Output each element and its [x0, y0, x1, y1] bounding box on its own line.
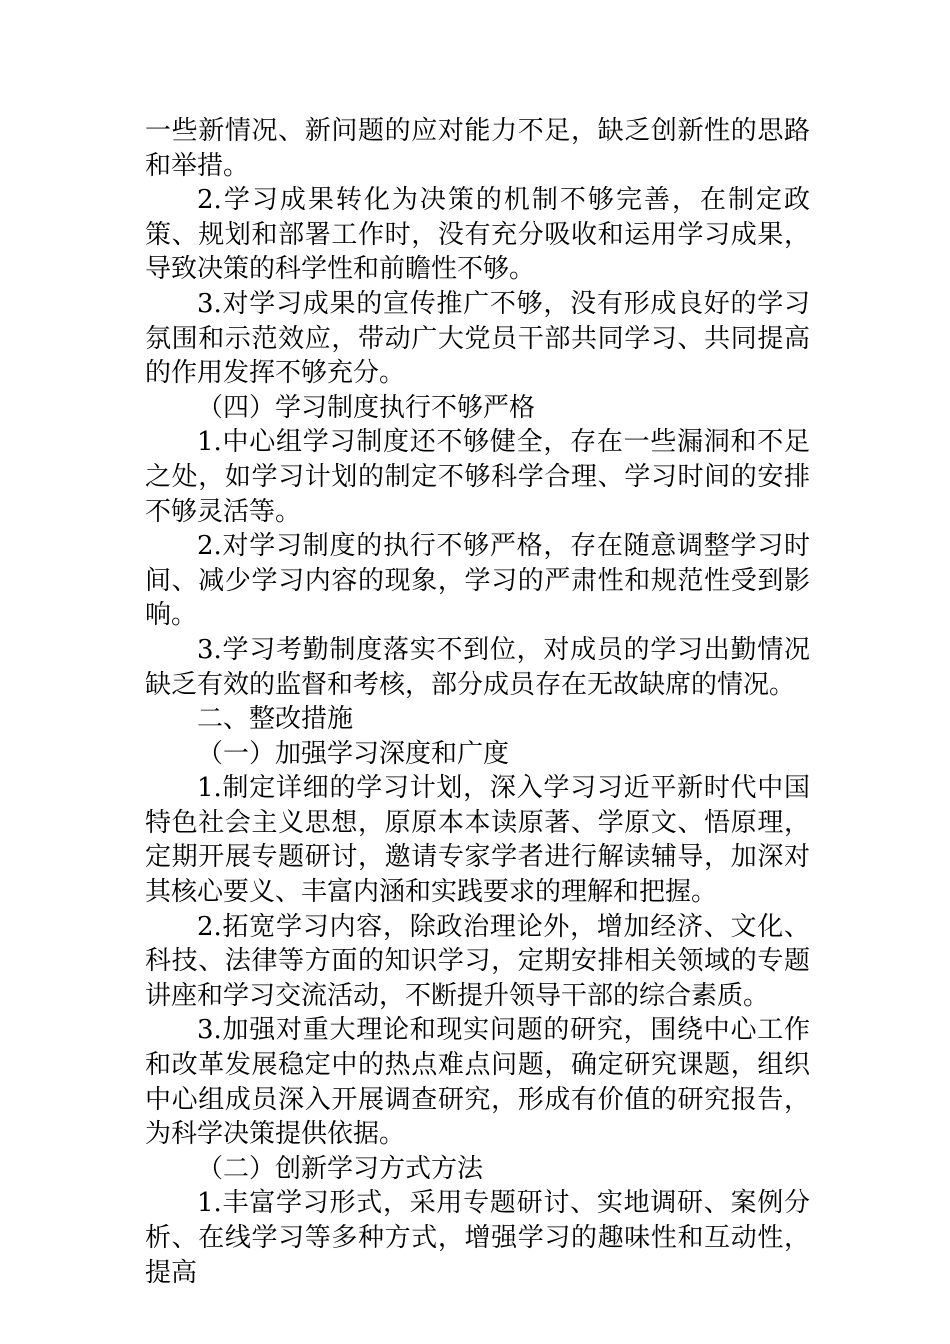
paragraph: 1.制定详细的学习计划，深入学习习近平新时代中国特色社会主义思想，原原本本读原著、学原文、悟原理，定期开展专题研讨，邀请专家学者进行解读辅导，加深对其核心要义、丰富内涵和实践要求的理解和把握。	[145, 773, 810, 908]
paragraph: 3.学习考勤制度落实不到位，对成员的学习出勤情况缺乏有效的监督和考核，部分成员存在无故缺席的情况。	[145, 634, 810, 700]
section-heading: （四）学习制度执行不够严格	[197, 392, 536, 423]
paragraph: 3.加强对重大理论和现实问题的研究，围绕中心工作和改革发展稳定中的热点难点问题，确定研究课题，组织中心组成员深入开展调查研究，形成有价值的研究报告，为科学决策提供依据。	[145, 1015, 810, 1150]
paragraph: 一些新情况、新问题的应对能力不足，缺乏创新性的思路和举措。	[145, 116, 810, 181]
paragraph: 2.拓宽学习内容，除政治理论外，增加经济、文化、科技、法律等方面的知识学习，定期安排相关领域的专题讲座和学习交流活动，不断提升领导干部的综合素质。	[145, 911, 810, 1011]
section-heading: （一）加强学习深度和广度	[197, 738, 510, 769]
paragraph: 1.丰富学习形式，采用专题研讨、实地调研、案例分析、在线学习等多种方式，增强学习的趣味性和互动性，提高	[145, 1188, 810, 1288]
chapter-heading: 二、整改措施	[197, 704, 354, 735]
section-heading: （二）创新学习方式方法	[197, 1153, 484, 1184]
paragraph: 2.对学习制度的执行不够严格，存在随意调整学习时间、减少学习内容的现象，学习的严肃性和规范性受到影响。	[145, 531, 810, 631]
paragraph: 3.对学习成果的宣传推广不够，没有形成良好的学习氛围和示范效应，带动广大党员干部共同学习、共同提高的作用发挥不够充分。	[145, 288, 810, 389]
paragraph: 1.中心组学习制度还不够健全，存在一些漏洞和不足之处，如学习计划的制定不够科学合理、学习时间的安排不够灵活等。	[145, 427, 810, 527]
paragraph: 2.学习成果转化为决策的机制不够完善，在制定政策、规划和部署工作时，没有充分吸收和运用学习成果，导致决策的科学性和前瞻性不够。	[145, 185, 810, 285]
document-body	[145, 114, 810, 1290]
